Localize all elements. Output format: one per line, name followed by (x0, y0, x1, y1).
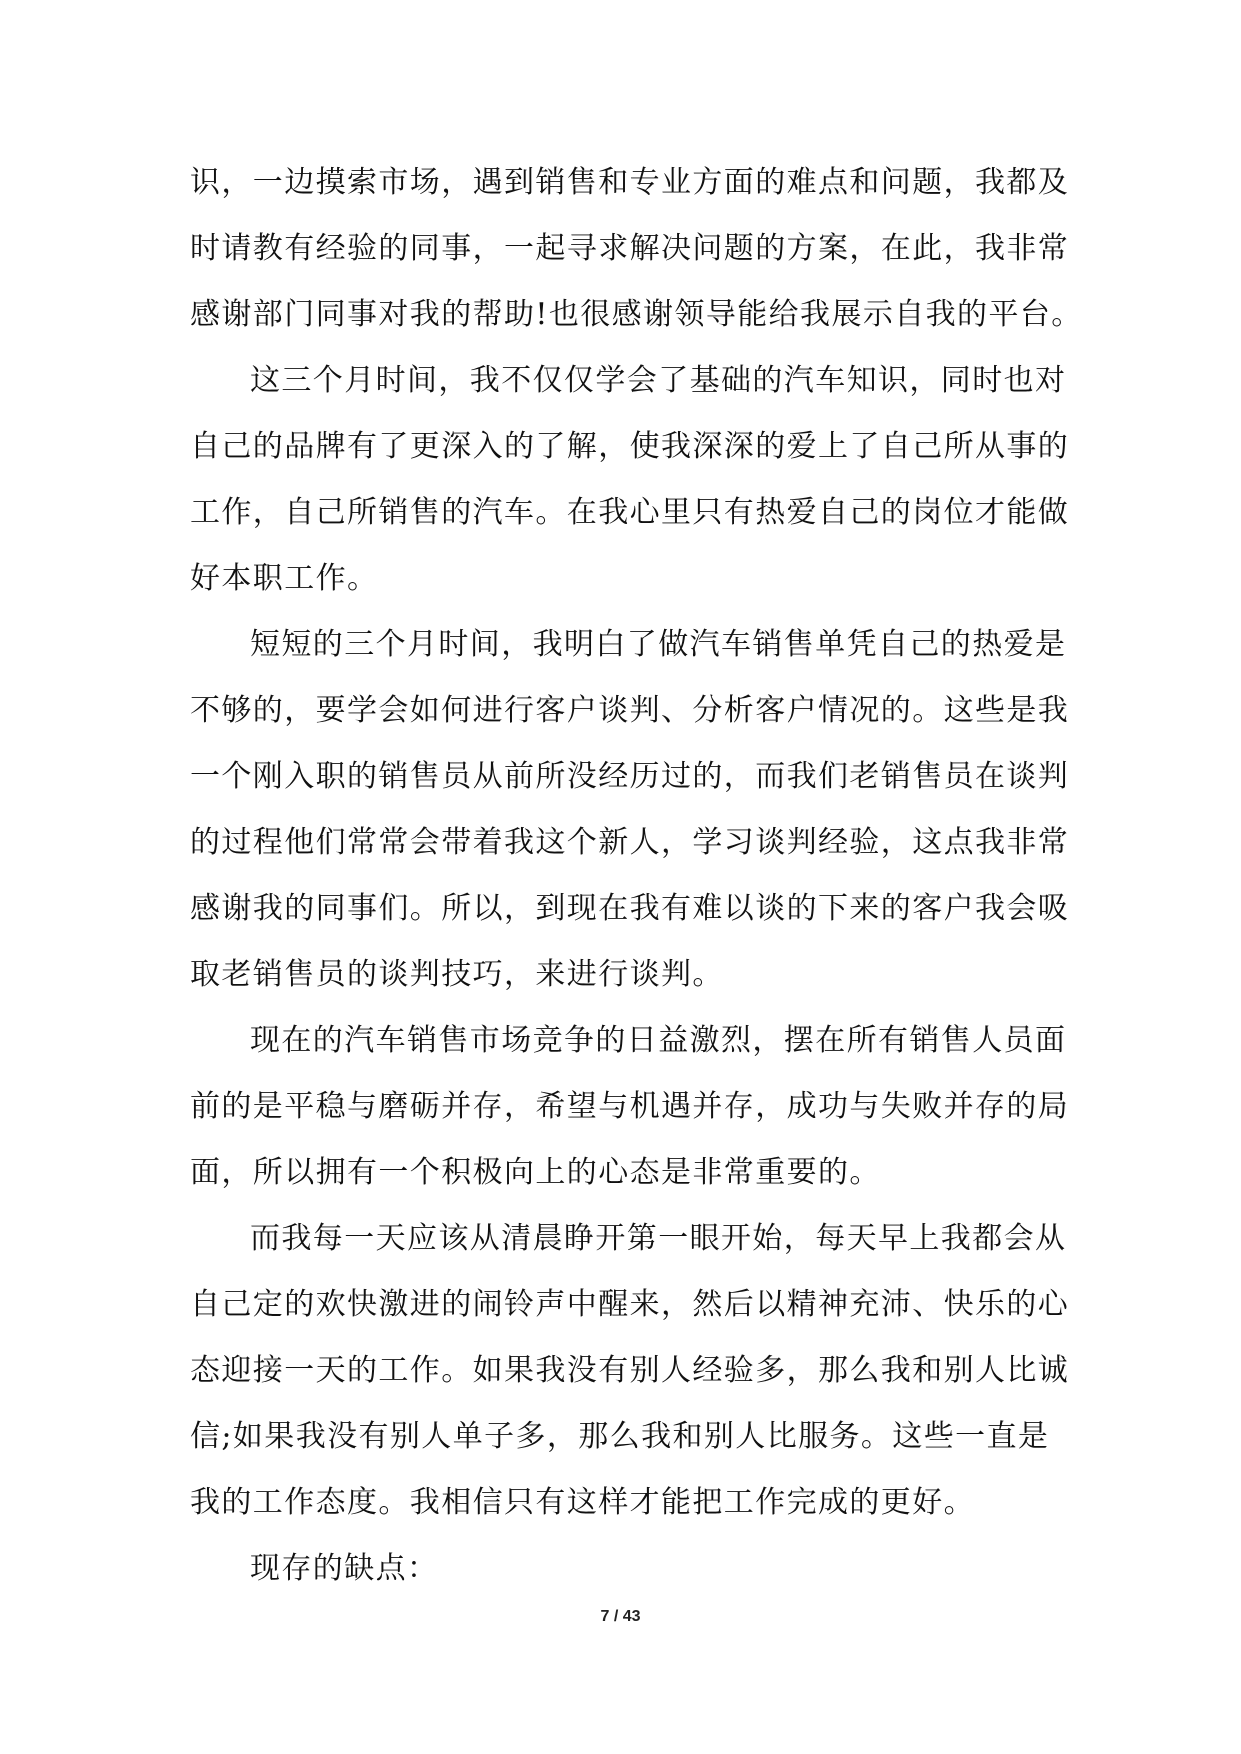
text-line: 取老销售员的谈判技巧，来进行谈判。 (190, 957, 724, 992)
text-line: 自己的品牌有了更深入的了解，使我深深的爱上了自己所从事的 (190, 429, 1070, 464)
paragraph-first-line: 现在的汽车销售市场竞争的日益激烈，摆在所有销售人员面 (250, 1023, 1067, 1058)
text-line: 一个刚入职的销售员从前所没经历过的，而我们老销售员在谈判 (190, 759, 1070, 794)
text-line: 不够的，要学会如何进行客户谈判、分析客户情况的。这些是我 (190, 693, 1070, 728)
text-line: 的过程他们常常会带着我这个新人，学习谈判经验，这点我非常 (190, 825, 1070, 860)
text-line: 我的工作态度。我相信只有这样才能把工作完成的更好。 (190, 1485, 975, 1520)
text-line: 好本职工作。 (190, 561, 379, 596)
paragraph-first-line: 短短的三个月时间，我明白了做汽车销售单凭自己的热爱是 (250, 627, 1067, 662)
text-line: 识，一边摸索市场，遇到销售和专业方面的难点和问题，我都及 (190, 165, 1070, 200)
page-number: 7 / 43 (600, 1608, 641, 1625)
paragraph-first-line: 这三个月时间，我不仅仅学会了基础的汽车知识，同时也对 (250, 363, 1067, 398)
text-line: 感谢部门同事对我的帮助!也很感谢领导能给我展示自我的平台。 (190, 297, 1083, 332)
text-line: 信;如果我没有别人单子多，那么我和别人比服务。这些一直是 (190, 1419, 1050, 1454)
section-heading-line: 现存的缺点： (250, 1551, 439, 1586)
text-line: 工作，自己所销售的汽车。在我心里只有热爱自己的岗位才能做 (190, 495, 1070, 530)
paragraph-first-line: 而我每一天应该从清晨睁开第一眼开始，每天早上我都会从 (250, 1221, 1067, 1256)
body-text (190, 150, 1083, 1602)
text-line: 自己定的欢快激进的闹铃声中醒来，然后以精神充沛、快乐的心 (190, 1287, 1070, 1322)
text-line: 前的是平稳与磨砺并存，希望与机遇并存，成功与失败并存的局 (190, 1089, 1070, 1124)
text-line: 时请教有经验的同事，一起寻求解决问题的方案，在此，我非常 (190, 231, 1070, 266)
text-line: 感谢我的同事们。所以，到现在我有难以谈的下来的客户我会吸 (190, 891, 1070, 926)
text-line: 面，所以拥有一个积极向上的心态是非常重要的。 (190, 1155, 881, 1190)
text-line: 态迎接一天的工作。如果我没有别人经验多，那么我和别人比诚 (190, 1353, 1070, 1388)
